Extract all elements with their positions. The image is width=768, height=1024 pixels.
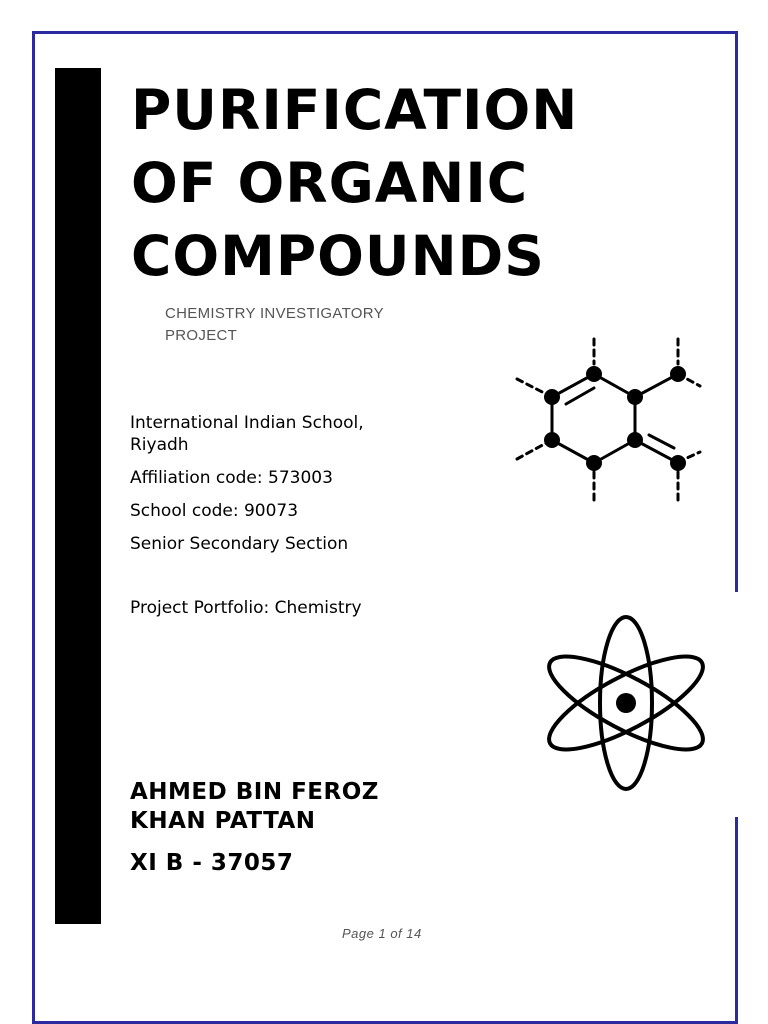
affiliation-code: Affiliation code: 573003 — [130, 468, 333, 488]
page-number: Page 1 of 14 — [342, 926, 422, 941]
author-name-line-1: AHMED BIN FEROZ — [130, 779, 379, 805]
atom-icon — [532, 613, 722, 793]
title-line-3: COMPOUNDS — [131, 224, 545, 288]
school-name — [130, 412, 364, 456]
class-roll: XI B - 37057 — [130, 850, 294, 876]
benzene-molecule-icon — [512, 334, 702, 504]
side-accent-bar — [55, 68, 101, 924]
document-subtitle — [165, 303, 415, 347]
title-line-1: PURIFICATION — [131, 78, 579, 142]
school-name-line-1: International Indian School, — [130, 413, 364, 433]
author-name-line-2: KHAN PATTAN — [130, 808, 316, 834]
title-line-2: OF ORGANIC — [131, 151, 529, 215]
project-portfolio: Project Portfolio: Chemistry — [130, 598, 362, 618]
border-gap — [728, 592, 742, 817]
author-name — [130, 778, 379, 836]
section-name: Senior Secondary Section — [130, 534, 349, 554]
subtitle-line-2: PROJECT — [165, 327, 238, 344]
school-code: School code: 90073 — [130, 501, 299, 521]
school-name-line-2: Riyadh — [130, 435, 189, 455]
subtitle-line-1: CHEMISTRY INVESTIGATORY — [165, 305, 384, 322]
document-title — [131, 74, 578, 293]
